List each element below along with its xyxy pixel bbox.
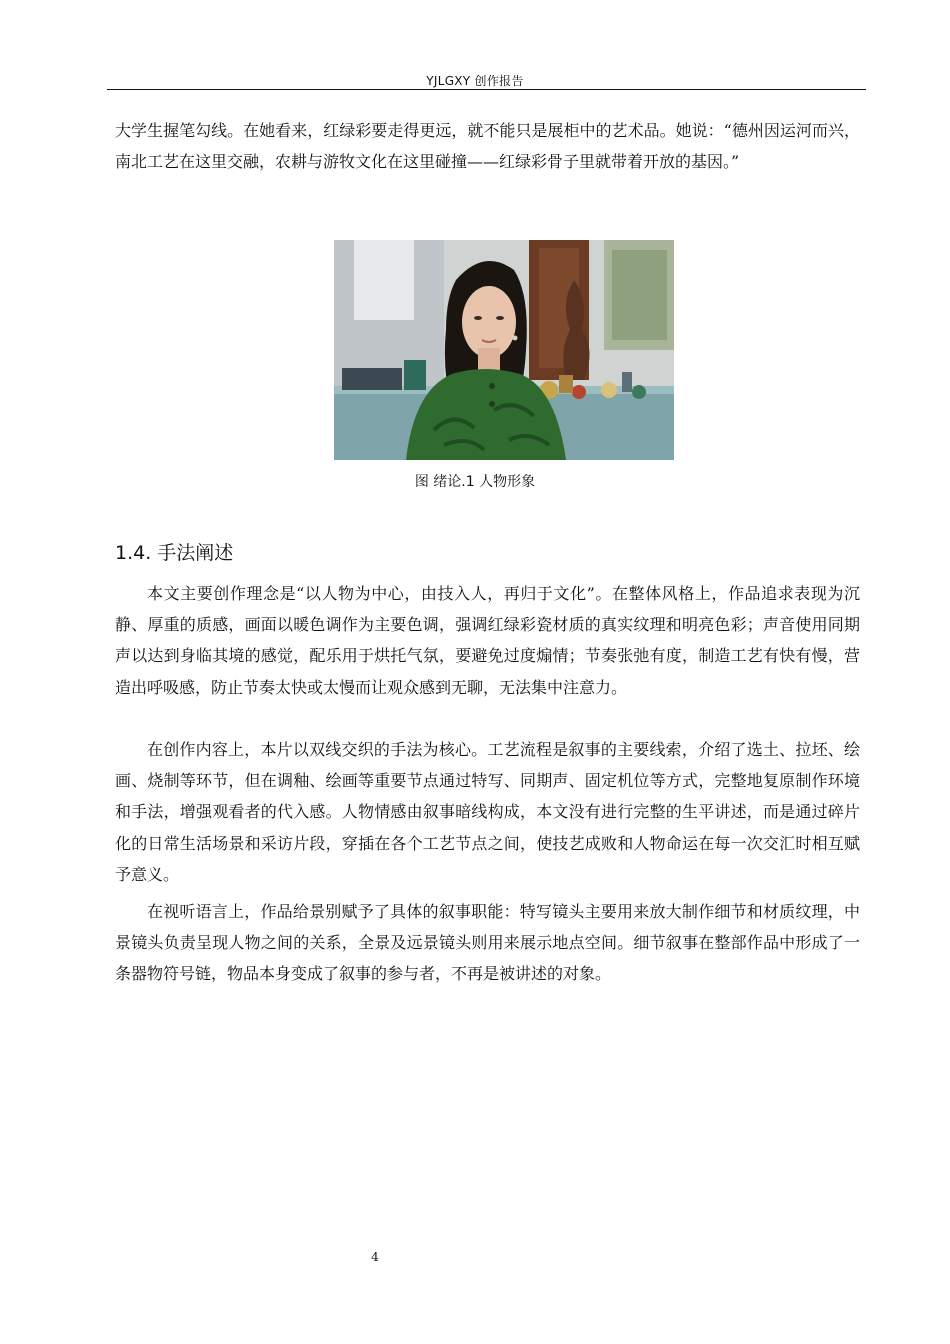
- body-paragraph-4: 在视听语言上，作品给景别赋予了具体的叙事职能：特写镜头主要用来放大制作细节和材质纹理，中景镜头负责呈现人物之间的关系，全景及远景镜头则用来展示地点空间。细节叙事在整部作品中形成了一条器物符号链，物品本身变成了叙事的参与者，不再是被讲述的对象。: [115, 902, 860, 984]
- figure-caption: 图 绪论.1 人物形象: [414, 474, 536, 490]
- body-paragraph-2: 本文主要创作理念是“以人物为中心，由技入人，再归于文化”。在整体风格上，作品追求表现为沉静、厚重的质感，画面以暖色调作为主要色调，强调红绿彩瓷材质的真实纹理和明亮色彩；声音使用同期声以达到身临其境的感觉，配乐用于烘托气氛，要避免过度煽情；节奏张弛有度，制造工艺有快有慢，营造出呼吸感，防止节奏太快或太慢而让观众感到无聊，无法集中注意力。: [115, 584, 860, 697]
- portrait-photo-illustration: [334, 240, 674, 460]
- section-heading: 1.4. 手法阐述: [115, 542, 234, 564]
- body-paragraph-3: 在创作内容上，本片以双线交织的手法为核心。工艺流程是叙事的主要线索，介绍了选土、拉坯、绘画、烧制等环节，但在调釉、绘画等重要节点通过特写、同期声、固定机位等方式，完整地复原制作环境和手法，增强观看者的代入感。人物情感由叙事暗线构成，本文没有进行完整的生平讲述，而是通过碎片化的日常生活场景和采访片段，穿插在各个工艺节点之间，使技艺成败和人物命运在每一次交汇时相互赋予意义。: [115, 740, 860, 884]
- running-header: YJLGXY 创作报告: [426, 74, 524, 88]
- header-rule: [107, 89, 866, 90]
- page-number: 4: [371, 1250, 379, 1264]
- figure-portrait-photo: [334, 240, 674, 460]
- body-paragraph-1: 大学生握笔勾线。在她看来，红绿彩要走得更远，就不能只是展柜中的艺术品。她说：“德州因运河而兴，南北工艺在这里交融，农耕与游牧文化在这里碰撞——红绿彩骨子里就带着开放的基因。”: [115, 121, 860, 172]
